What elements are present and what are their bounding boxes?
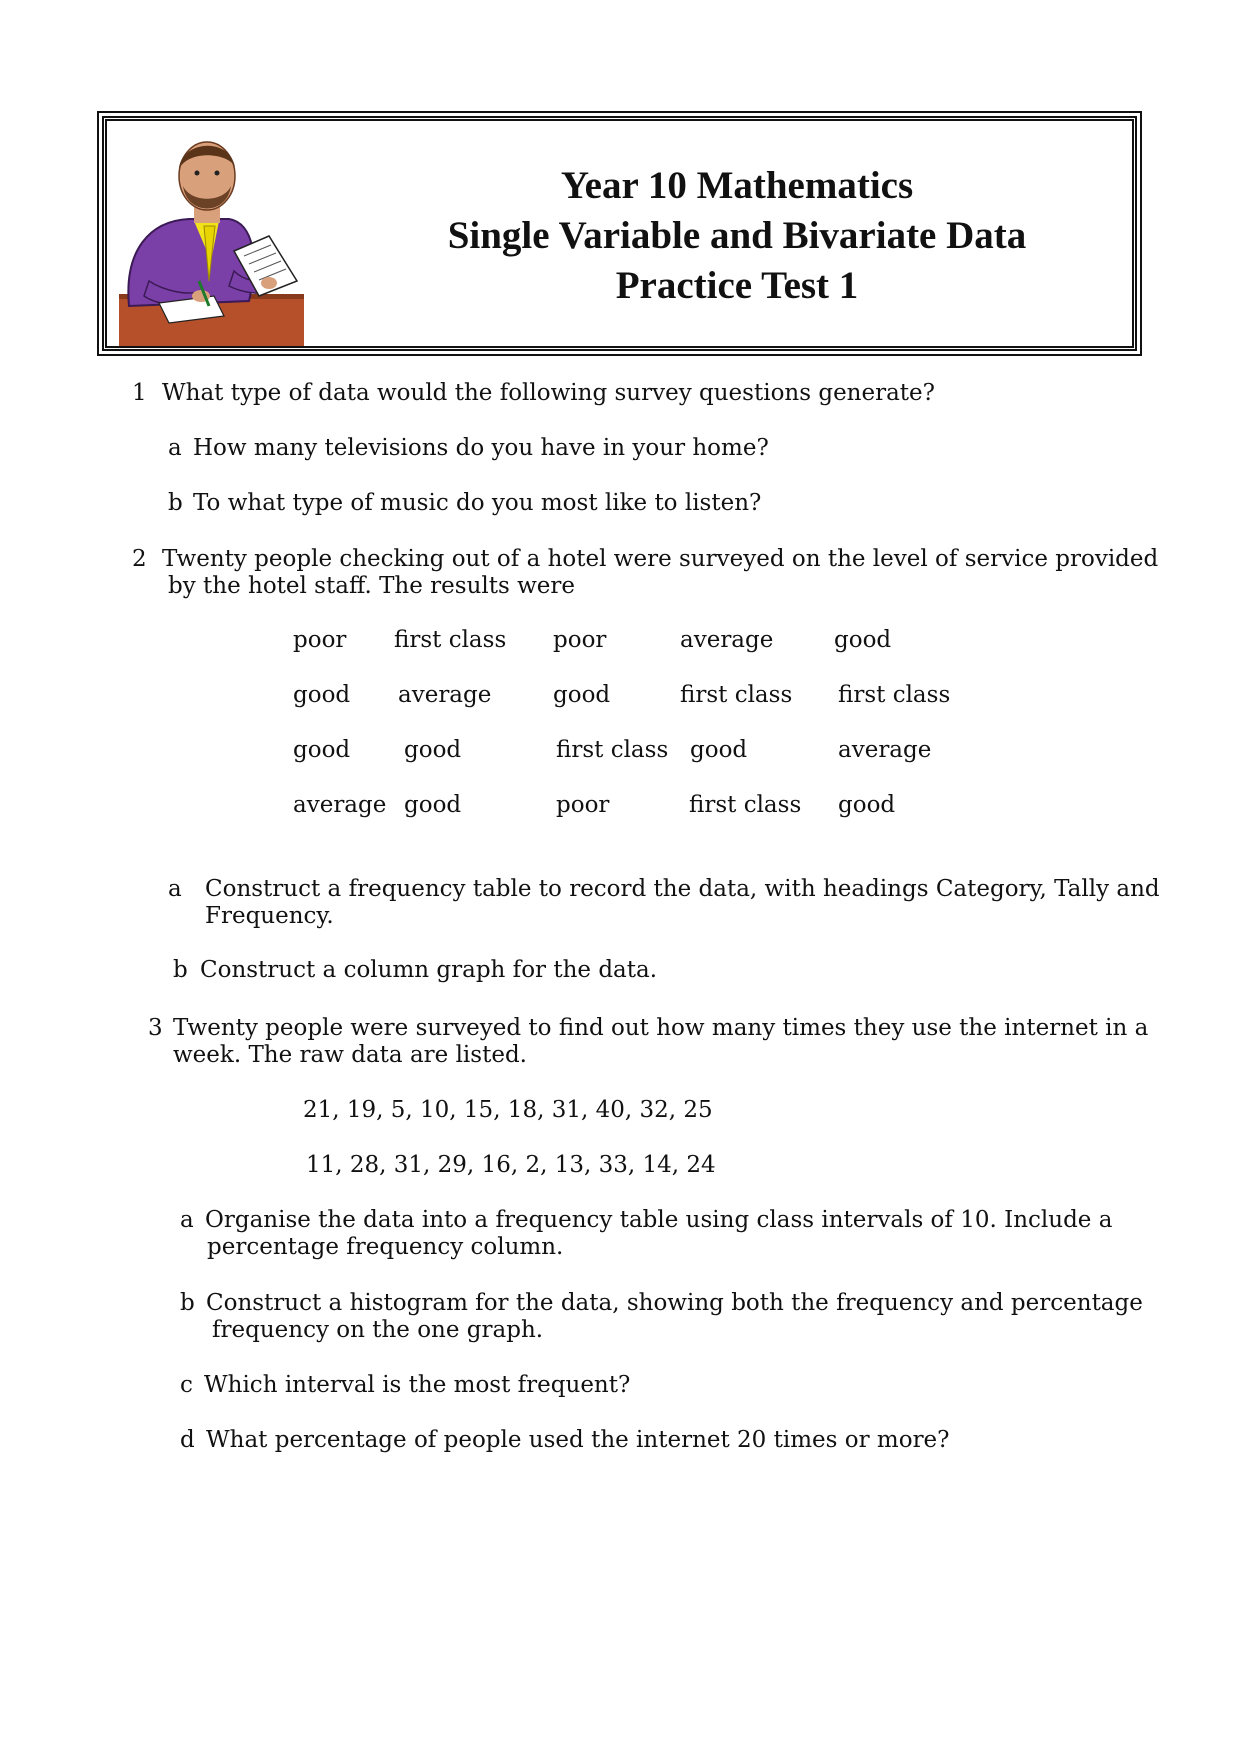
grid-cell: first class <box>394 627 507 653</box>
grid-cell: first class <box>556 737 669 763</box>
q1a-text: How many televisions do you have in your home? <box>193 435 769 461</box>
grid-cell: good <box>834 627 892 653</box>
q1a-label: a <box>168 435 182 461</box>
title-line-3: Practice Test 1 <box>615 264 859 307</box>
q1b-text: To what type of music do you most like to listen? <box>193 490 762 516</box>
grid-cell: poor <box>293 627 347 653</box>
q3-number: 3 <box>148 1015 163 1041</box>
q2a-text-line1: Construct a frequency table to record the data, with headings Category, Tally and <box>205 876 1160 902</box>
q3b-text-line1: Construct a histogram for the data, showing both the frequency and percentage <box>206 1290 1143 1316</box>
grid-cell: first class <box>680 682 793 708</box>
grid-cell: good <box>293 682 351 708</box>
q3a-text-line2: percentage frequency column. <box>207 1234 564 1260</box>
q1-number: 1 <box>132 380 147 406</box>
grid-cell: average <box>838 737 932 763</box>
q2a-text-line2: Frequency. <box>205 903 334 929</box>
q1-text: What type of data would the following survey questions generate? <box>162 380 935 406</box>
q2-text-line1: Twenty people checking out of a hotel were surveyed on the level of service provided <box>162 546 1159 572</box>
grid-cell: first class <box>838 682 951 708</box>
title-line-1: Year 10 Mathematics <box>560 164 914 207</box>
q2a-label: a <box>168 876 182 902</box>
header-box <box>102 116 1137 351</box>
q3d-text: What percentage of people used the internet 20 times or more? <box>206 1427 950 1453</box>
grid-cell: first class <box>689 792 802 818</box>
q3-text-line2: week. The raw data are listed. <box>173 1042 527 1068</box>
q3-data-line2: 11, 28, 31, 29, 16, 2, 13, 33, 14, 24 <box>306 1152 716 1178</box>
grid-cell: good <box>293 737 351 763</box>
grid-cell: average <box>398 682 492 708</box>
grid-cell: average <box>680 627 774 653</box>
q3-data-line1: 21, 19, 5, 10, 15, 18, 31, 40, 32, 25 <box>303 1097 713 1123</box>
title-line-2: Single Variable and Bivariate Data <box>447 214 1027 257</box>
grid-cell: poor <box>553 627 607 653</box>
q3b-label: b <box>180 1290 195 1316</box>
q3c-label: c <box>180 1372 193 1398</box>
q3d-label: d <box>180 1427 195 1453</box>
q2b-label: b <box>173 957 188 983</box>
grid-cell: good <box>553 682 611 708</box>
grid-cell: poor <box>556 792 610 818</box>
title-block <box>387 161 1087 311</box>
grid-cell: good <box>404 737 462 763</box>
q2b-text: Construct a column graph for the data. <box>200 957 658 983</box>
q2-text-line2: by the hotel staff. The results were <box>168 573 576 599</box>
q2-number: 2 <box>132 546 147 572</box>
grid-cell: average <box>293 792 387 818</box>
q3a-text-line1: Organise the data into a frequency table using class intervals of 10. Include a <box>205 1207 1113 1233</box>
q3b-text-line2: frequency on the one graph. <box>212 1317 544 1343</box>
grid-cell: good <box>690 737 748 763</box>
grid-cell: good <box>404 792 462 818</box>
grid-cell: good <box>838 792 896 818</box>
q3-text-line1: Twenty people were surveyed to find out how many times they use the internet in a <box>173 1015 1149 1041</box>
q1b-label: b <box>168 490 183 516</box>
teacher-clipart-image <box>119 131 304 346</box>
q3c-text: Which interval is the most frequent? <box>204 1372 631 1398</box>
q3a-label: a <box>180 1207 194 1233</box>
